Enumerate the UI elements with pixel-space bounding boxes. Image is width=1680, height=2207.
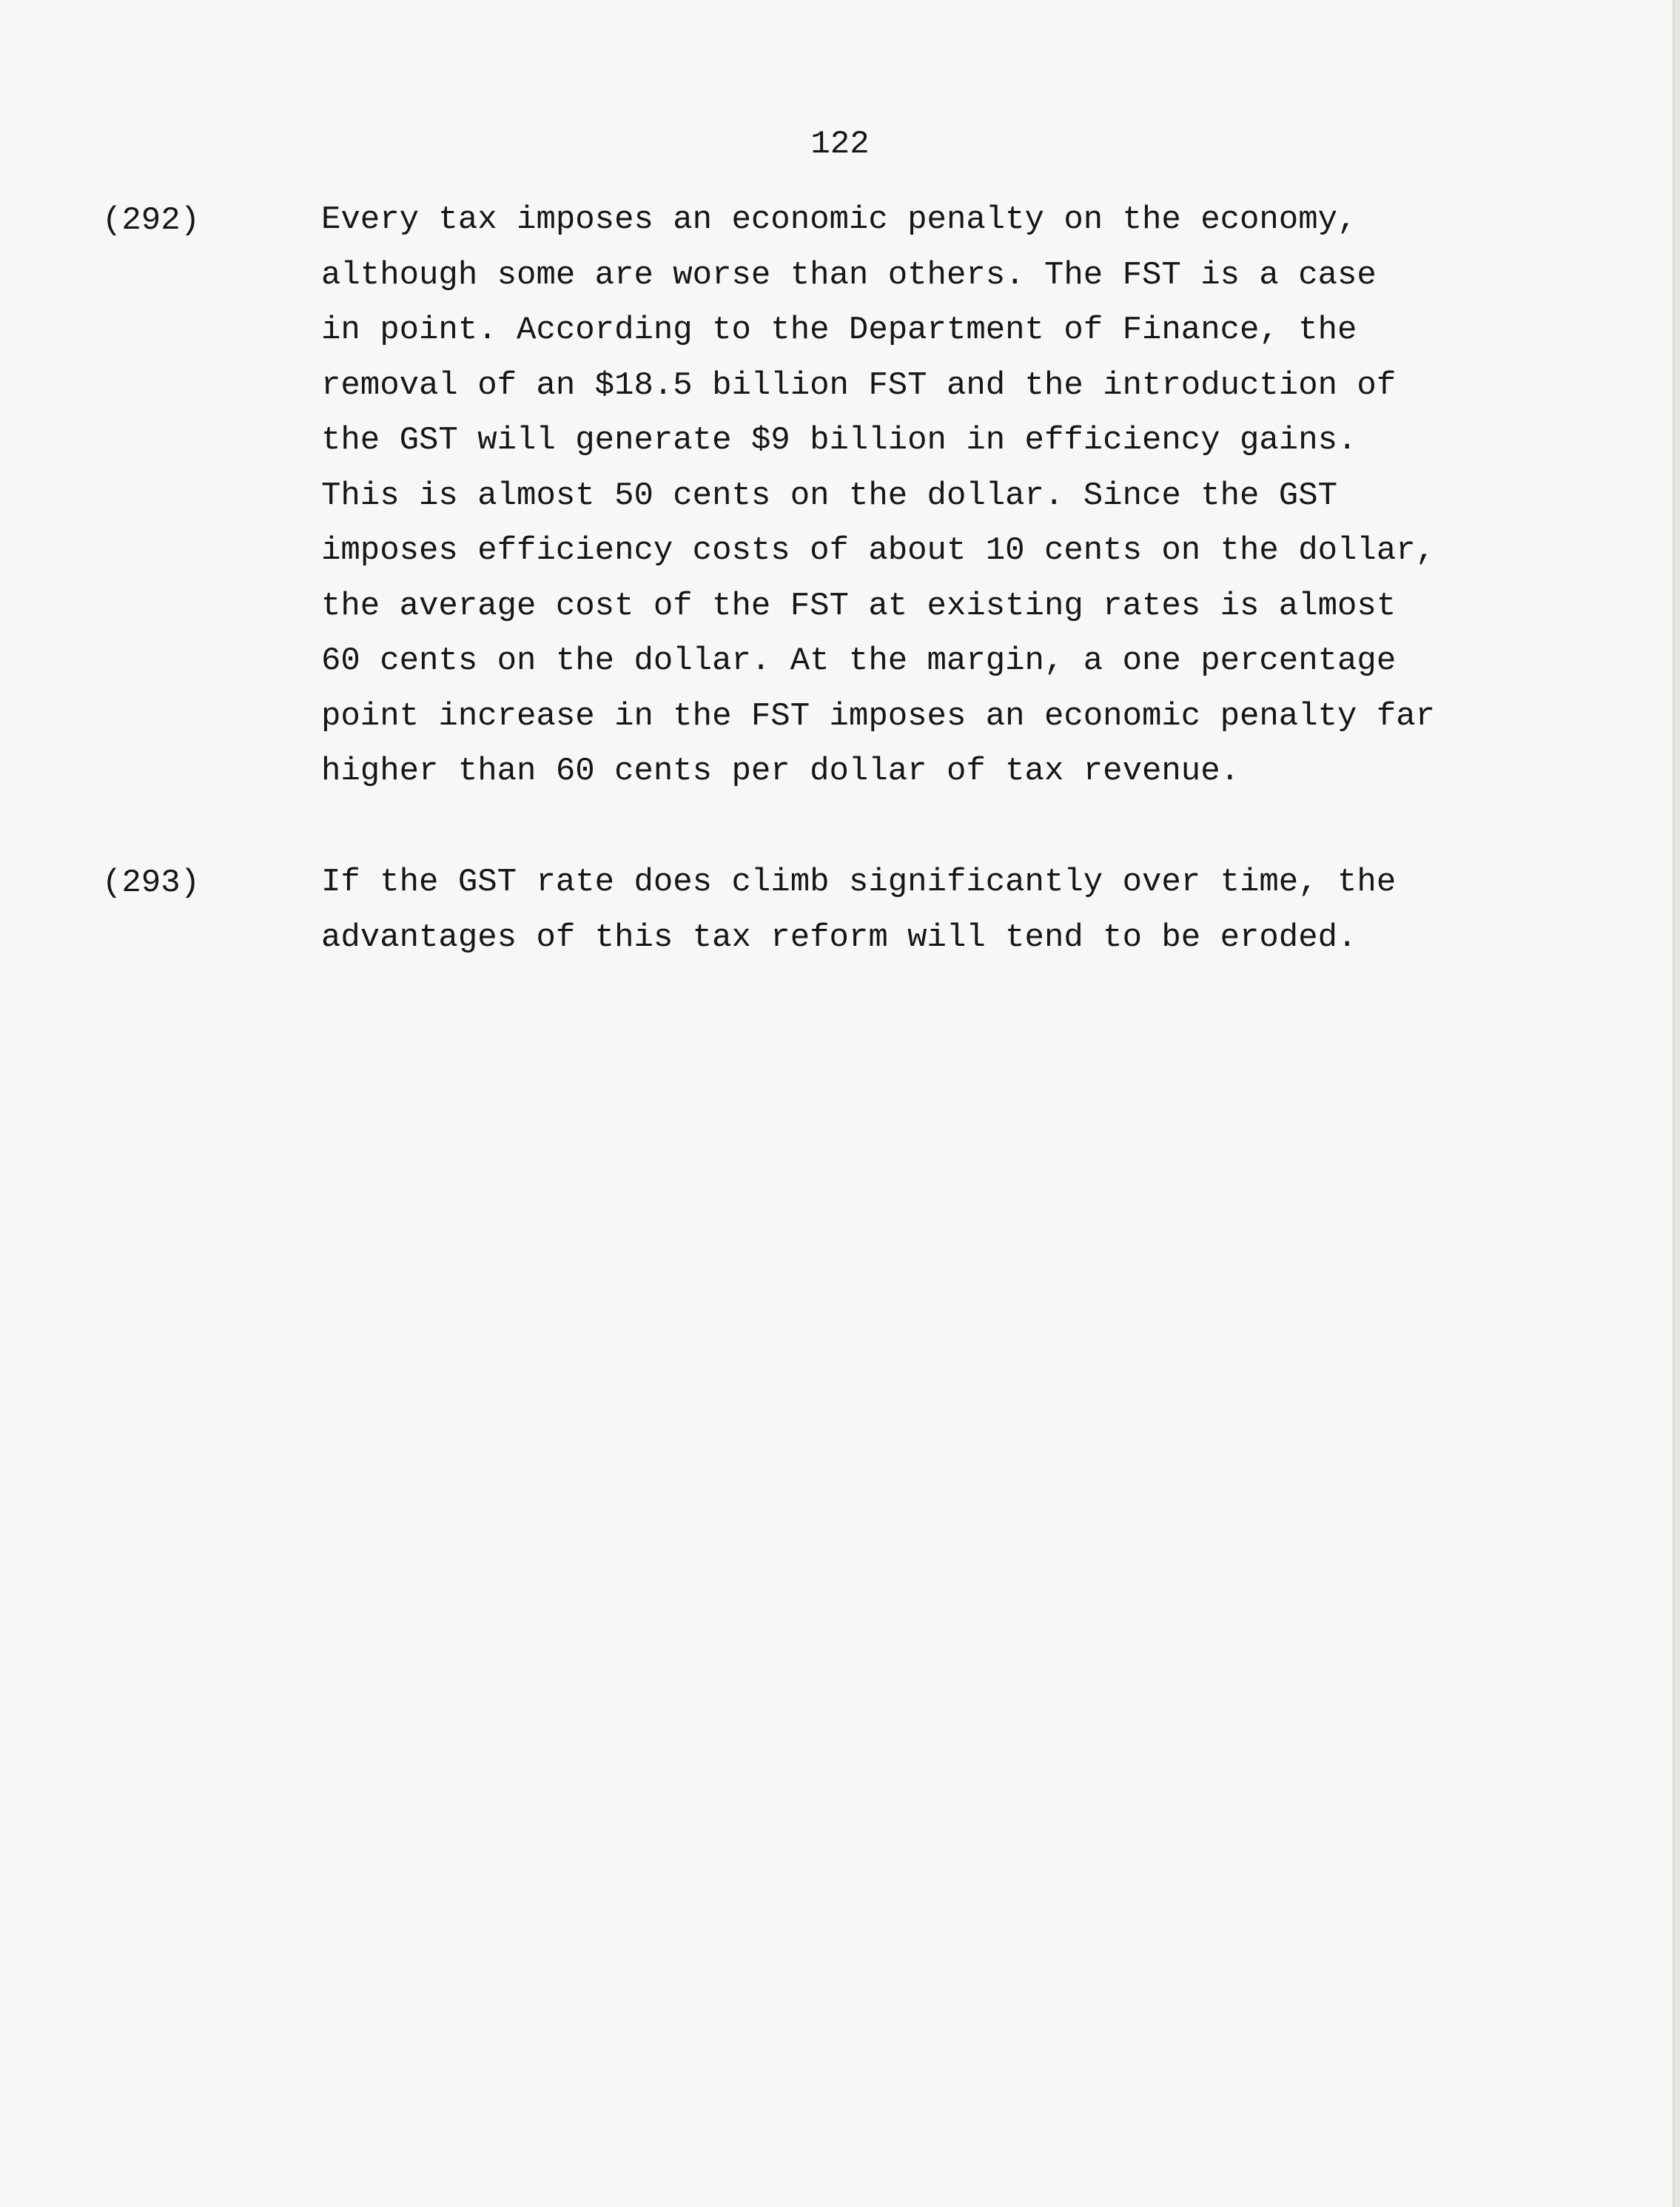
paragraph-line: If the GST rate does climb significantly over time, the (321, 864, 1397, 901)
paragraph-line: in point. According to the Department of Finance, the (321, 312, 1357, 349)
paragraph-line: the average cost of the FST at existing rates is almost (321, 587, 1397, 625)
paragraph-line: the GST will generate $9 billion in efficiency gains. (321, 422, 1357, 459)
paragraph-line: imposes efficiency costs of about 10 cents on the dollar, (321, 532, 1436, 569)
paragraph-293 (321, 855, 1396, 965)
page-number: 122 (810, 126, 870, 163)
paragraph-292 (321, 192, 1435, 799)
paragraph-line: point increase in the FST imposes an economic penalty far (321, 697, 1436, 735)
paragraph-number-293: (293) (102, 864, 201, 901)
paragraph-line: although some are worse than others. The FST is a case (321, 256, 1377, 294)
paragraph-number-292: (292) (102, 202, 201, 239)
paragraph-line: This is almost 50 cents on the dollar. Since the GST (321, 477, 1338, 514)
paragraph-line: advantages of this tax reform will tend to be eroded. (321, 918, 1357, 956)
paragraph-line: Every tax imposes an economic penalty on the economy, (321, 201, 1357, 238)
paragraph-line: 60 cents on the dollar. At the margin, a one percentage (321, 642, 1397, 679)
page-edge (1673, 0, 1680, 2207)
paragraph-line: removal of an $18.5 billion FST and the introduction of (321, 366, 1397, 404)
paragraph-line: higher than 60 cents per dollar of tax revenue. (321, 753, 1240, 790)
